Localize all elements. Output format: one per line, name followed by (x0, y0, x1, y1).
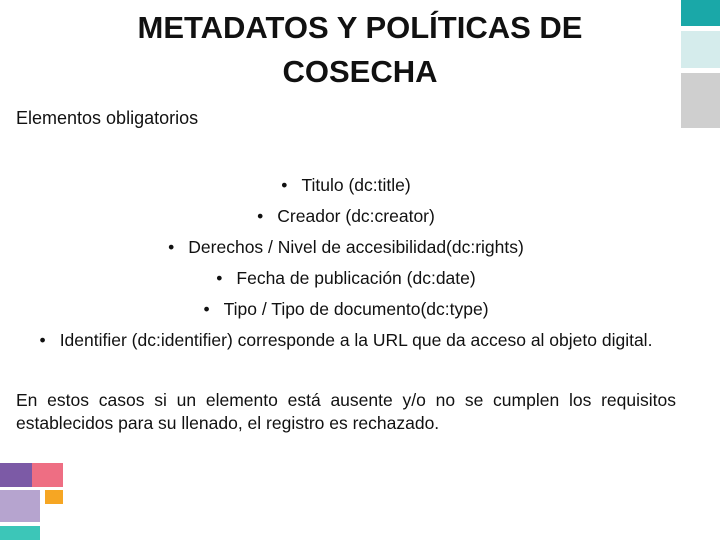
list-item: • Fecha de publicación (dc:date) (216, 268, 476, 288)
bullet-icon: • (168, 237, 175, 257)
bullet-icon: • (216, 268, 223, 288)
bullet-icon: • (257, 206, 264, 226)
list-item: • Tipo / Tipo de documento(dc:type) (203, 299, 489, 319)
list-item: • Titulo (dc:title) (281, 175, 411, 195)
bullet-list (16, 170, 676, 352)
decorative-square-lavender (0, 490, 40, 522)
bullet-icon: • (39, 330, 46, 350)
list-item: • Identifier (dc:identifier) corresponde a la URL que da acceso al objeto digital. (39, 330, 653, 350)
decorative-square-mint (0, 526, 40, 540)
slide-title: METADATOS Y POLÍTICAS DE COSECHA (137, 10, 583, 89)
body-paragraph: En estos casos si un elemento está ausente y/o no se cumplen los requisitos establecidos para su llenado, el registro es rechazado. (16, 390, 676, 433)
decorative-square-pink (32, 463, 63, 487)
decorative-bar-top (681, 0, 720, 26)
list-item: • Creador (dc:creator) (257, 206, 435, 226)
bullet-icon: • (203, 299, 210, 319)
decorative-bar-middle (681, 31, 720, 68)
decorative-square-purple (0, 463, 36, 487)
list-item: • Derechos / Nivel de accesibilidad(dc:rights) (168, 237, 524, 257)
bullet-icon: • (281, 175, 288, 195)
decorative-square-orange (45, 490, 63, 504)
decorative-bar-bottom (681, 73, 720, 128)
subtitle: Elementos obligatorios (16, 108, 199, 128)
